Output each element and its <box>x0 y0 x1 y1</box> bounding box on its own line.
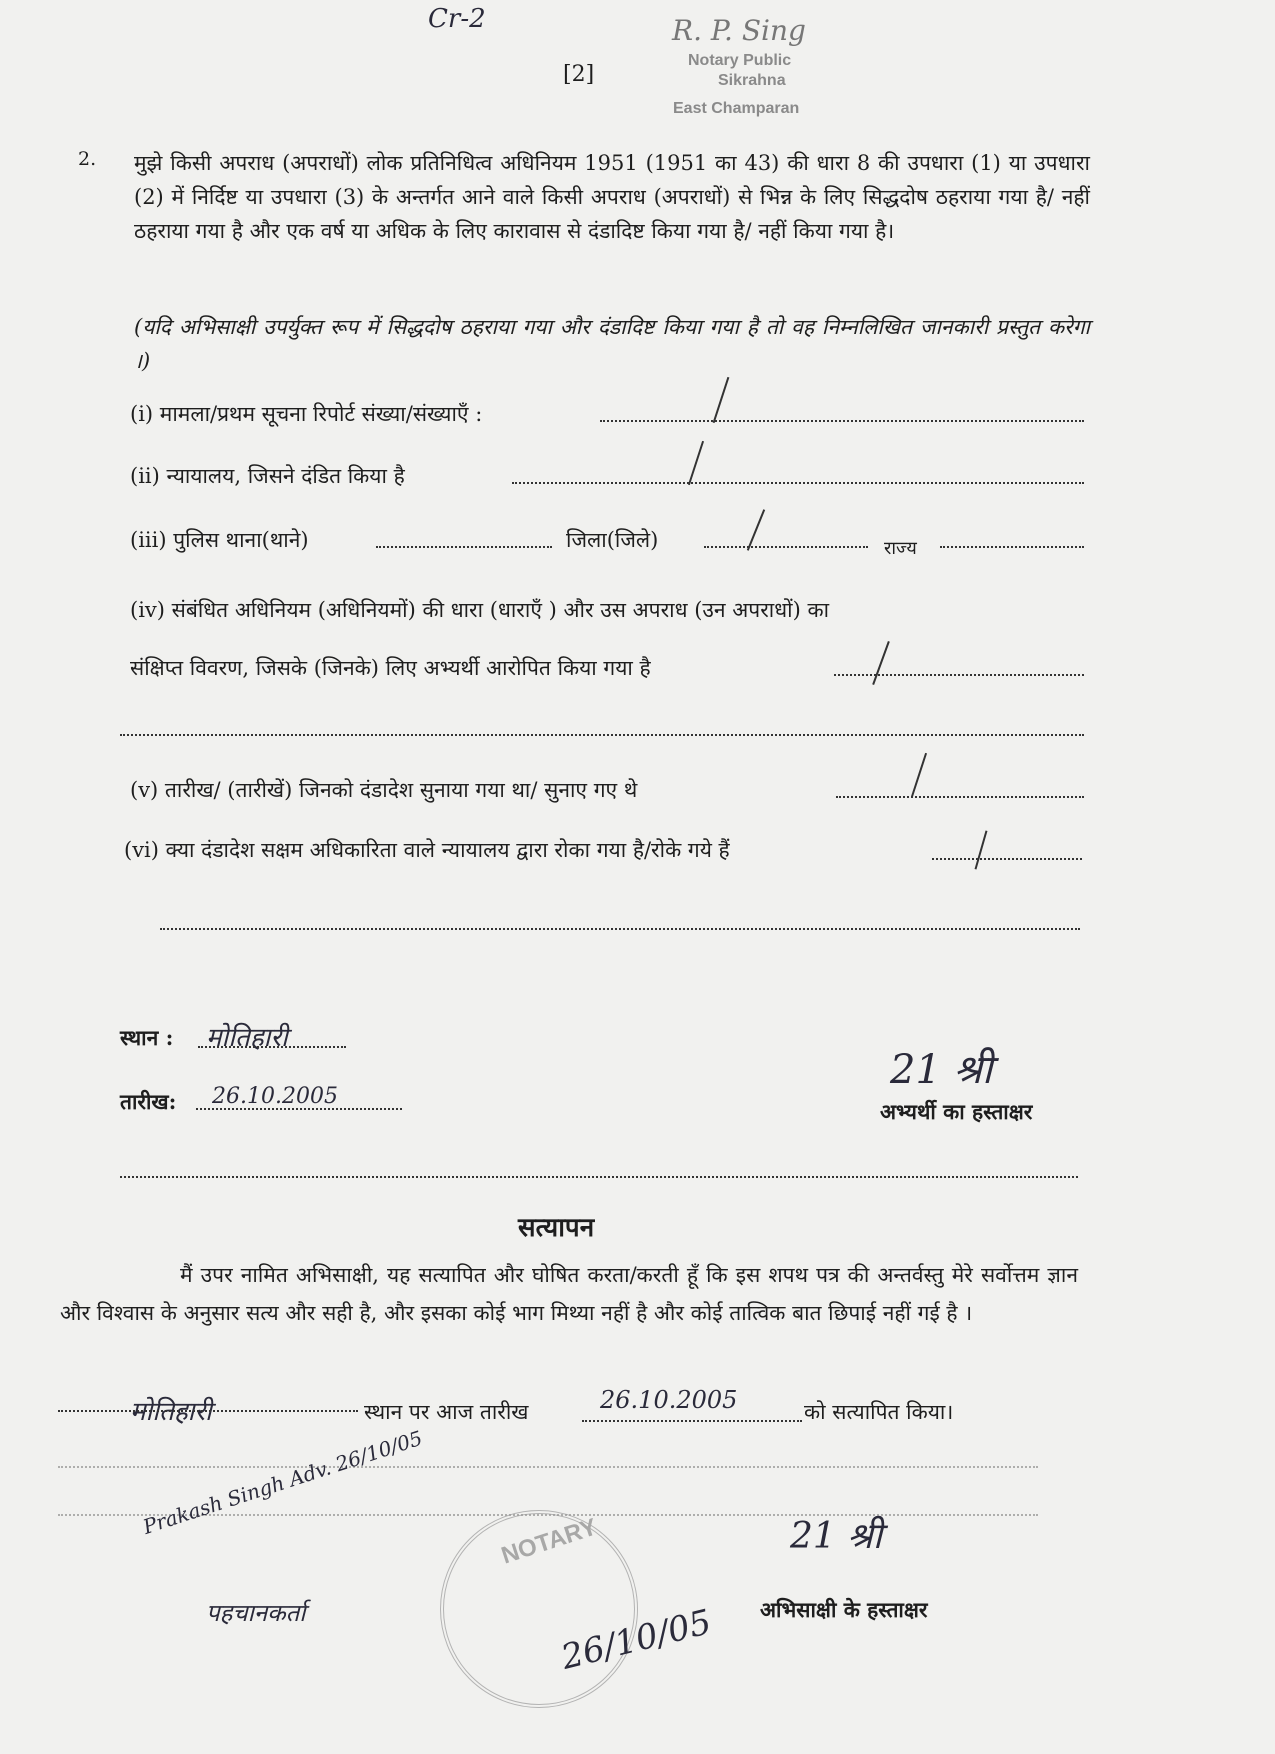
item-iii-state-label: राज्य <box>884 538 917 559</box>
place-label: स्थान : <box>120 1025 174 1050</box>
blank-line-1 <box>58 1466 1038 1468</box>
deponent-signature: 21 श्री <box>790 1516 883 1557</box>
notary-district: East Champaran <box>673 100 800 117</box>
item-vi-label: (vi) क्या दंडादेश सक्षम अधिकारिता वाले न्यायालय द्वारा रोका गया है/रोके गये हैं <box>124 838 730 862</box>
item-v-label: (v) तारीख/ (तारीखें) जिनको दंडादेश सुनाया गया था/ सुनाए गए थे <box>130 778 638 802</box>
verification-date-line <box>582 1420 802 1422</box>
item-v-fill-line <box>836 796 1084 798</box>
clause-number: 2. <box>78 148 97 170</box>
candidate-signature: 21 श्री <box>890 1047 993 1093</box>
top-scribble: Cr-2 <box>428 4 486 34</box>
item-iii-strike-mark <box>747 509 765 551</box>
item-ii-strike-mark <box>688 441 704 485</box>
item-iii-state-line <box>940 546 1084 548</box>
place-line <box>198 1046 346 1048</box>
verification-place-line <box>58 1410 358 1412</box>
item-vi-fill-line-1 <box>932 858 1082 860</box>
clause-text: मुझे किसी अपराध (अपराधों) लोक प्रतिनिधित्व अधिनियम 1951 (1951 का 43) की धारा 8 की उपधारा (1) या उपधारा (2) में निर्दिष्ट या उपधारा (3) के अन्तर्गत आने वाले किसी अपराध (अपराधों) से भिन्न के लिए सिद्धदोष ठहराया गया है/ नहीं ठहराया गया है और एक वर्ष या अधिक के लिए कारावास से दंडादिष्ट किया गया है/ नहीं किया गया है। <box>134 151 1090 243</box>
verification-place-value: मोतिहारी <box>130 1397 212 1427</box>
item-ii-fill-line <box>512 482 1084 484</box>
date-value: 26.10.2005 <box>212 1084 338 1109</box>
item-iv-line1: (iv) संबंधित अधिनियम (अधिनियमों) की धारा (धाराएँ ) और उस अपराध (उन अपराधों) का <box>130 598 830 622</box>
item-v-strike-mark <box>911 753 927 797</box>
candidate-signature-label: अभ्यर्थी का हस्ताक्षर <box>880 1099 1033 1124</box>
page-number: [2] <box>563 62 595 87</box>
notary-name: R. P. Sing <box>672 14 806 47</box>
item-iv-fill-line-1 <box>834 674 1084 676</box>
item-iv-line2: संक्षिप्त विवरण, जिसके (जिनके) लिए अभ्यर्थी आरोपित किया गया है <box>130 656 651 680</box>
date-label: तारीख: <box>120 1089 177 1114</box>
item-iii-district-label: जिला(जिले) <box>566 528 659 552</box>
item-ii-label: (ii) न्यायालय, जिसने दंडित किया है <box>130 464 405 488</box>
item-iii-police-label: (iii) पुलिस थाना(थाने) <box>130 528 309 552</box>
identifier-label: पहचानकर्ता <box>206 1599 306 1627</box>
place-value: मोतिहारी <box>206 1023 288 1053</box>
separator-line <box>120 1176 1078 1178</box>
item-vi-strike-mark <box>975 830 988 869</box>
date-line <box>196 1108 402 1110</box>
item-i-strike-mark <box>713 377 730 423</box>
verification-line-mid: स्थान पर आज तारीख <box>364 1400 529 1424</box>
deponent-signature-label: अभिसाक्षी के हस्ताक्षर <box>760 1597 928 1622</box>
verification-text: मैं उपर नामित अभिसाक्षी, यह सत्यापित और घोषित करता/करती हूँ कि इस शपथ पत्र की अन्तर्वस्तु मेरे सर्वोत्तम ज्ञान और विश्वास के अनुसार सत्य और सही है, और इसका कोई भाग मिथ्या नहीं है और कोई तात्विक बात छिपाई नहीं गई है । <box>60 1263 1078 1325</box>
advocate-note: Prakash Singh Adv. 26/10/05 <box>140 1425 426 1539</box>
item-i-label: (i) मामला/प्रथम सूचना रिपोर्ट संख्या/संख्याएँ : <box>130 402 483 426</box>
verification-heading: सत्यापन <box>518 1213 595 1243</box>
item-i-fill-line <box>600 420 1084 422</box>
verification-date-value: 26.10.2005 <box>600 1386 738 1414</box>
notary-title: Notary Public <box>688 52 792 69</box>
verification-line-end: को सत्यापित किया। <box>804 1400 954 1424</box>
item-iii-district-line <box>704 546 868 548</box>
item-iv-fill-line-2 <box>120 734 1084 736</box>
notary-seal-text: NOTARY <box>498 1513 601 1570</box>
item-iii-police-line <box>376 546 552 548</box>
item-iv-strike-mark <box>872 641 890 685</box>
notary-seal <box>440 1510 638 1708</box>
clause-note: (यदि अभिसाक्षी उपर्युक्त रूप में सिद्धदोष ठहराया गया और दंडादिष्ट किया गया है तो वह निम्नलिखित जानकारी प्रस्तुत करेगा ।) <box>134 315 1090 373</box>
notary-place: Sikrahna <box>718 72 786 89</box>
notary-signature-date: 26/10/05 <box>557 1602 716 1678</box>
item-vi-fill-line-2 <box>160 928 1080 930</box>
